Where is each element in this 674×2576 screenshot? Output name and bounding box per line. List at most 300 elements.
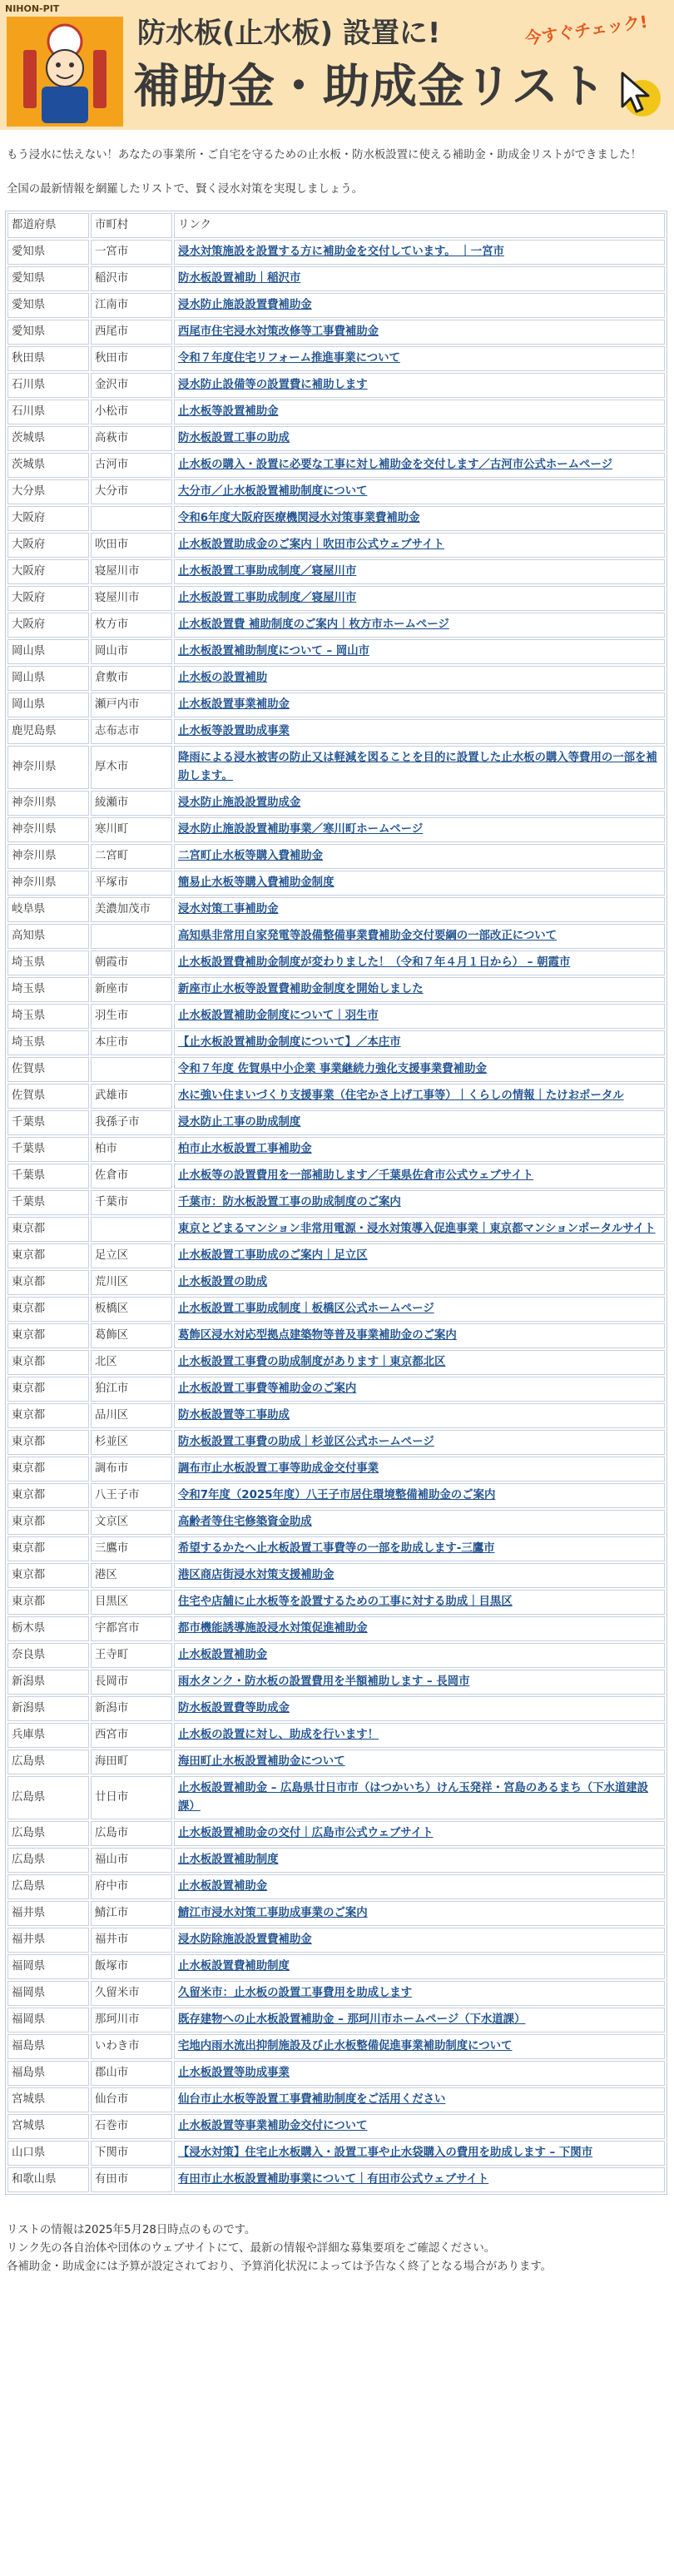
- subsidy-link[interactable]: 千葉市：防水板設置工事の助成制度のご案内: [178, 1195, 401, 1209]
- header-prefecture: 都道府県: [7, 213, 89, 238]
- subsidy-link[interactable]: 希望するかたへ止水板設置工事費等の一部を助成します-三鷹市: [178, 1541, 495, 1555]
- subsidy-link[interactable]: 止水板設置費補助金制度が変わりました！（令和７年４月１日から） – 朝霞市: [178, 955, 571, 969]
- link-cell: [174, 1874, 665, 1899]
- subsidy-link[interactable]: 令和6年度大阪府医療機関浸水対策事業費補助金: [178, 511, 420, 524]
- link-cell: [174, 293, 665, 318]
- prefecture-cell: 千葉県: [7, 1190, 89, 1215]
- table-row: [7, 373, 665, 398]
- subsidy-link[interactable]: 止水板設置等事業補助金交付について: [178, 2119, 368, 2132]
- subsidy-link[interactable]: 二宮町止水板等購入費補助金: [178, 849, 324, 862]
- prefecture-cell: 佐賀県: [7, 1084, 89, 1109]
- table-row: [7, 924, 665, 949]
- subsidy-link[interactable]: 防水板設置補助｜稲沢市: [178, 271, 301, 285]
- subsidy-link[interactable]: 大分市／止水板設置補助制度について: [178, 484, 368, 498]
- city-cell: [91, 506, 172, 531]
- table-row: [7, 240, 665, 265]
- prefecture-cell: 広島県: [7, 1874, 89, 1899]
- subsidy-link[interactable]: 止水板設置工事助成制度｜板橋区公式ホームページ: [178, 1302, 434, 1315]
- subsidy-link[interactable]: 止水板設置補助金: [178, 1648, 268, 1661]
- footer-note-date: リストの情報は2025年5月28日時点のものです。: [7, 2223, 256, 2236]
- prefecture-cell: 愛知県: [7, 293, 89, 318]
- city-cell: 飯塚市: [91, 1954, 172, 1979]
- prefecture-cell: 東京都: [7, 1483, 89, 1508]
- link-cell: [174, 977, 665, 1002]
- subsidy-link[interactable]: 防水板設置工事の助成: [178, 431, 290, 444]
- subsidy-link[interactable]: 止水板等設置助成事業: [178, 724, 290, 737]
- prefecture-cell: 東京都: [7, 1510, 89, 1535]
- table-row: [7, 320, 665, 345]
- prefecture-cell: 山口県: [7, 2141, 89, 2166]
- table-row: [7, 1563, 665, 1588]
- table-row: [7, 1457, 665, 1482]
- link-cell: [174, 950, 665, 975]
- table-row: [7, 1981, 665, 2006]
- table-row: [7, 1243, 665, 1268]
- subsidy-link[interactable]: 止水板設置工事費等補助金のご案内: [178, 1382, 357, 1395]
- city-cell: 枚方市: [91, 613, 172, 638]
- prefecture-cell: 千葉県: [7, 1137, 89, 1162]
- table-row: [7, 1323, 665, 1348]
- city-cell: 文京区: [91, 1510, 172, 1535]
- subsidy-link[interactable]: 止水板設置補助金の交付｜広島市公式ウェブサイト: [178, 1826, 434, 1839]
- subsidy-link[interactable]: 防水板設置工事費の助成｜杉並区公式ホームページ: [178, 1435, 434, 1448]
- link-cell: [174, 791, 665, 816]
- banner-title: 補助金・助成金リスト: [133, 60, 607, 114]
- link-cell: [174, 692, 665, 717]
- link-cell: [174, 1901, 665, 1926]
- table-row: [7, 2034, 665, 2059]
- city-cell: 新潟市: [91, 1696, 172, 1721]
- link-cell: [174, 479, 665, 504]
- prefecture-cell: 奈良県: [7, 1643, 89, 1668]
- link-cell: [174, 533, 665, 558]
- prefecture-cell: 宮城県: [7, 2087, 89, 2112]
- prefecture-cell: 茨城県: [7, 426, 89, 451]
- subsidy-link[interactable]: 高齢者等住宅修築資金助成: [178, 1515, 312, 1528]
- subsidy-link[interactable]: 柏市止水板設置工事補助金: [178, 1142, 312, 1155]
- city-cell: [91, 924, 172, 949]
- subsidy-link[interactable]: 浸水対策施設を設置する方に補助金を交付しています。 ｜一宮市: [178, 245, 504, 258]
- table-row: [7, 1030, 665, 1055]
- subsidy-link[interactable]: 浸水防除施設設置費補助金: [178, 1933, 312, 1946]
- prefecture-cell: 神奈川県: [7, 871, 89, 896]
- prefecture-cell: 東京都: [7, 1457, 89, 1482]
- link-cell: [174, 453, 665, 478]
- prefecture-cell: 大阪府: [7, 613, 89, 638]
- table-row: [7, 666, 665, 691]
- subsidy-link[interactable]: 止水板設置費 補助制度のご案内｜枚方市ホームページ: [178, 618, 449, 631]
- subsidy-link[interactable]: 調布市止水板設置工事等助成金交付事業: [178, 1462, 379, 1475]
- prefecture-cell: 東京都: [7, 1590, 89, 1615]
- table-row: [7, 1270, 665, 1295]
- city-cell: 柏市: [91, 1137, 172, 1162]
- table-row: [7, 1403, 665, 1428]
- subsidy-link[interactable]: 令和７年度 佐賀県中小企業 事業継続力強化支援事業費補助金: [178, 1062, 487, 1075]
- city-cell: 本庄市: [91, 1030, 172, 1055]
- table-row: [7, 479, 665, 504]
- subsidy-link[interactable]: 浸水防止工事の助成制度: [178, 1115, 301, 1129]
- link-cell: [174, 1164, 665, 1189]
- subsidy-link[interactable]: 止水板設置工事助成のご案内｜足立区: [178, 1248, 368, 1262]
- table-row: [7, 639, 665, 664]
- link-cell: [174, 1616, 665, 1641]
- link-cell: [174, 1430, 665, 1455]
- table-row: [7, 1350, 665, 1375]
- table-row: [7, 1137, 665, 1162]
- prefecture-cell: 大阪府: [7, 506, 89, 531]
- prefecture-cell: 東京都: [7, 1350, 89, 1375]
- subsidy-link[interactable]: 止水板設置の助成: [178, 1275, 268, 1288]
- prefecture-cell: 大阪府: [7, 559, 89, 584]
- city-cell: 寝屋川市: [91, 586, 172, 611]
- city-cell: 高萩市: [91, 426, 172, 451]
- table-row: [7, 1217, 665, 1242]
- subsidy-link[interactable]: 防水板設置等工事助成: [178, 1408, 290, 1422]
- subsidy-link[interactable]: 有田市止水板設置補助事業について｜有田市公式ウェブサイト: [178, 2172, 489, 2186]
- table-row: [7, 1084, 665, 1109]
- city-cell: 吹田市: [91, 533, 172, 558]
- table-row: [7, 1750, 665, 1774]
- link-cell: [174, 373, 665, 398]
- brand-logo: NIHON-PIT: [5, 3, 60, 14]
- prefecture-cell: 岡山県: [7, 639, 89, 664]
- footer-notes: [0, 2221, 674, 2276]
- link-cell: [174, 1821, 665, 1846]
- table-row: [7, 1928, 665, 1953]
- subsidy-link[interactable]: 久留米市：止水板の設置工事費用を助成します: [178, 1986, 413, 1999]
- table-row: [7, 1190, 665, 1215]
- table-header-row: [7, 213, 665, 238]
- table-row: [7, 2114, 665, 2139]
- link-cell: [174, 1004, 665, 1029]
- city-cell: 三鷹市: [91, 1536, 172, 1561]
- city-cell: 綾瀬市: [91, 791, 172, 816]
- prefecture-cell: 新潟県: [7, 1696, 89, 1721]
- table-row: [7, 1776, 665, 1819]
- subsidy-link[interactable]: 【止水板設置補助金制度について】／本庄市: [178, 1035, 401, 1049]
- link-cell: [174, 2034, 665, 2059]
- city-cell: 広島市: [91, 1821, 172, 1846]
- subsidy-link[interactable]: 止水板設置補助金制度について｜羽生市: [178, 1009, 379, 1022]
- city-cell: 寒川町: [91, 817, 172, 842]
- link-cell: [174, 1563, 665, 1588]
- table-row: [7, 1110, 665, 1135]
- subsidy-link[interactable]: 止水板の購入・設置に必要な工事に対し補助金を交付します／古河市公式ホームページ: [178, 458, 612, 471]
- table-row: [7, 1377, 665, 1402]
- prefecture-cell: 福島県: [7, 2061, 89, 2086]
- city-cell: 美濃加茂市: [91, 897, 172, 922]
- subsidy-link[interactable]: 止水板の設置に対し、助成を行います！: [178, 1728, 379, 1741]
- city-cell: [91, 1217, 172, 1242]
- subsidy-link[interactable]: 都市機能誘導施設浸水対策促進補助金: [178, 1621, 368, 1635]
- city-cell: 長岡市: [91, 1670, 172, 1695]
- link-cell: [174, 266, 665, 291]
- prefecture-cell: 東京都: [7, 1403, 89, 1428]
- table-row: [7, 871, 665, 896]
- city-cell: 西尾市: [91, 320, 172, 345]
- table-row: [7, 1510, 665, 1535]
- link-cell: [174, 1457, 665, 1482]
- table-row: [7, 817, 665, 842]
- prefecture-cell: 福岡県: [7, 1981, 89, 2006]
- link-cell: [174, 1750, 665, 1774]
- link-cell: [174, 1643, 665, 1668]
- table-row: [7, 1297, 665, 1322]
- subsidy-link[interactable]: 西尾市住宅浸水対策改修等工事費補助金: [178, 325, 379, 338]
- subsidy-table: [5, 211, 667, 2195]
- link-cell: [174, 1190, 665, 1215]
- prefecture-cell: 東京都: [7, 1243, 89, 1268]
- table-row: [7, 2061, 665, 2086]
- city-cell: 千葉市: [91, 1190, 172, 1215]
- prefecture-cell: 茨城県: [7, 453, 89, 478]
- city-cell: 港区: [91, 1563, 172, 1588]
- subsidy-link[interactable]: 港区商店街浸水対策支援補助金: [178, 1568, 335, 1581]
- table-row: [7, 1616, 665, 1641]
- city-cell: 岡山市: [91, 639, 172, 664]
- city-cell: 新座市: [91, 977, 172, 1002]
- subsidy-link[interactable]: 止水板設置工事助成制度／寝屋川市: [178, 591, 357, 604]
- link-cell: [174, 719, 665, 744]
- table-row: [7, 897, 665, 922]
- link-cell: [174, 400, 665, 424]
- subsidy-link[interactable]: 住宅や店舗に止水板等を設置するための工事に対する助成｜目黒区: [178, 1595, 513, 1608]
- subsidy-link[interactable]: 止水板設置工事助成制度／寝屋川市: [178, 564, 357, 578]
- subsidy-link[interactable]: 止水板設置補助制度: [178, 1853, 279, 1866]
- prefecture-cell: 岡山県: [7, 692, 89, 717]
- subsidy-link[interactable]: 止水板設置工事費の助成制度があります｜東京都北区: [178, 1355, 446, 1368]
- prefecture-cell: 広島県: [7, 1776, 89, 1819]
- subsidy-link[interactable]: 止水板等の設置費用を一部補助します／千葉県佐倉市公式ウェブサイト: [178, 1169, 534, 1182]
- city-cell: 寝屋川市: [91, 559, 172, 584]
- city-cell: 有田市: [91, 2167, 172, 2192]
- prefecture-cell: 東京都: [7, 1217, 89, 1242]
- table-body: [7, 240, 665, 2192]
- footer-note-check: リンク先の各自治体や団体のウェブサイトにて、最新の情報や詳細な募集要項をご確認ください。: [7, 2241, 496, 2255]
- link-cell: [174, 506, 665, 531]
- table-row: [7, 950, 665, 975]
- subsidy-link[interactable]: 仙台市止水板等設置工事費補助制度をご活用ください: [178, 2092, 446, 2106]
- subsidy-link[interactable]: 止水板設置等助成事業: [178, 2066, 290, 2079]
- link-cell: [174, 2008, 665, 2033]
- city-cell: 二宮町: [91, 844, 172, 869]
- check-now-badge: 今すぐチェック!: [523, 11, 649, 49]
- header-city: 市町村: [91, 213, 172, 238]
- subsidy-link[interactable]: 浸水防止施設設置助成金: [178, 796, 301, 809]
- prefecture-cell: 神奈川県: [7, 817, 89, 842]
- table-row: [7, 2141, 665, 2166]
- city-cell: 杉並区: [91, 1430, 172, 1455]
- subsidy-link[interactable]: 止水板設置助成金のご案内｜吹田市公式ウェブサイト: [178, 538, 444, 551]
- prefecture-cell: 神奈川県: [7, 746, 89, 789]
- city-cell: 王寺町: [91, 1643, 172, 1668]
- prefecture-cell: 福井県: [7, 1901, 89, 1926]
- city-cell: 金沢市: [91, 373, 172, 398]
- subsidy-link[interactable]: 浸水防止施設設置補助事業／寒川町ホームページ: [178, 822, 424, 836]
- prefecture-cell: 東京都: [7, 1430, 89, 1455]
- link-cell: [174, 746, 665, 789]
- subsidy-link[interactable]: 鯖江市浸水対策工事助成事業のご案内: [178, 1906, 368, 1919]
- subsidy-link[interactable]: 令和7年度（2025年度）八王子市居住環境整備補助金のご案内: [178, 1488, 496, 1501]
- link-cell: [174, 1243, 665, 1268]
- city-cell: 荒川区: [91, 1270, 172, 1295]
- city-cell: 佐倉市: [91, 1164, 172, 1189]
- link-cell: [174, 559, 665, 584]
- city-cell: いわき市: [91, 2034, 172, 2059]
- subsidy-link[interactable]: 浸水防止施設設置費補助金: [178, 298, 312, 311]
- table-row: [7, 559, 665, 584]
- table-row: [7, 1057, 665, 1082]
- subsidy-link[interactable]: 止水板設置補助金 – 広島県廿日市市（はつかいち）けん玉発祥・宮島のあるまち（下水道建設課）: [178, 1781, 649, 1813]
- prefecture-cell: 東京都: [7, 1377, 89, 1402]
- prefecture-cell: 福井県: [7, 1928, 89, 1953]
- link-cell: [174, 871, 665, 896]
- link-cell: [174, 586, 665, 611]
- prefecture-cell: 栃木県: [7, 1616, 89, 1641]
- link-cell: [174, 1483, 665, 1508]
- table-row: [7, 346, 665, 371]
- table-row: [7, 293, 665, 318]
- link-cell: [174, 1403, 665, 1428]
- subsidy-link[interactable]: 止水板設置事業補助金: [178, 697, 290, 711]
- subsidy-link[interactable]: 水に強い住まいづくり支援事業（住宅かさ上げ工事等）｜くらしの情報｜たけおポータル: [178, 1089, 624, 1102]
- link-cell: [174, 1696, 665, 1721]
- prefecture-cell: 東京都: [7, 1297, 89, 1322]
- link-cell: [174, 1323, 665, 1348]
- subsidy-link[interactable]: 浸水対策工事補助金: [178, 902, 279, 916]
- table-row: [7, 266, 665, 291]
- prefecture-cell: 東京都: [7, 1536, 89, 1561]
- subsidy-link[interactable]: 東京とどまるマンション非常用電源・浸水対策導入促進事業｜東京都マンションポータルサイト: [178, 1222, 656, 1235]
- link-cell: [174, 1536, 665, 1561]
- city-cell: 宇都宮市: [91, 1616, 172, 1641]
- prefecture-cell: 埼玉県: [7, 1030, 89, 1055]
- table-row: [7, 791, 665, 816]
- city-cell: 一宮市: [91, 240, 172, 265]
- city-cell: 狛江市: [91, 1377, 172, 1402]
- prefecture-cell: 宮城県: [7, 2114, 89, 2139]
- subsidy-link[interactable]: 海田町止水板設置補助金について: [178, 1755, 345, 1768]
- table-row: [7, 586, 665, 611]
- subsidy-link[interactable]: 止水板等設置補助金: [178, 405, 279, 418]
- subsidy-link[interactable]: 令和７年度住宅リフォーム推進事業について: [178, 351, 400, 365]
- table-row: [7, 692, 665, 717]
- city-cell: 瀬戸内市: [91, 692, 172, 717]
- link-cell: [174, 240, 665, 265]
- subsidy-link[interactable]: 止水板設置補助金: [178, 1879, 268, 1893]
- prefecture-cell: 埼玉県: [7, 950, 89, 975]
- prefecture-cell: 東京都: [7, 1563, 89, 1588]
- link-cell: [174, 1670, 665, 1695]
- prefecture-cell: 福岡県: [7, 1954, 89, 1979]
- subsidy-link[interactable]: 簡易止水板等購入費補助金制度: [178, 876, 335, 889]
- table-row: [7, 719, 665, 744]
- subsidy-link[interactable]: 止水板設置費補助制度: [178, 1959, 290, 1973]
- subsidy-link[interactable]: 【浸水対策】住宅止水板購入・設置工事や止水袋購入の費用を助成します – 下関市: [178, 2146, 593, 2159]
- city-cell: 羽生市: [91, 1004, 172, 1029]
- prefecture-cell: 広島県: [7, 1821, 89, 1846]
- prefecture-cell: 愛知県: [7, 266, 89, 291]
- subsidy-link[interactable]: 高知県非常用自家発電等設備整備事業費補助金交付要綱の一部改正について: [178, 929, 558, 942]
- prefecture-cell: 広島県: [7, 1750, 89, 1774]
- subsidy-link[interactable]: 既存建物への止水板設置補助金 – 那珂川市ホームページ（下水道課）: [178, 2013, 526, 2026]
- link-cell: [174, 1723, 665, 1748]
- city-cell: 石巻市: [91, 2114, 172, 2139]
- city-cell: 北区: [91, 1350, 172, 1375]
- table-row: [7, 533, 665, 558]
- table-row: [7, 1901, 665, 1926]
- link-cell: [174, 2061, 665, 2086]
- city-cell: 郡山市: [91, 2061, 172, 2086]
- link-cell: [174, 1776, 665, 1819]
- link-cell: [174, 1954, 665, 1979]
- table-row: [7, 1848, 665, 1873]
- link-cell: [174, 1377, 665, 1402]
- intro-paragraph-2: 全国の最新情報を網羅したリストで、賢く浸水対策を実現しましょう。: [7, 183, 363, 196]
- prefecture-cell: 石川県: [7, 400, 89, 424]
- mascot-illustration: [7, 17, 123, 127]
- subsidy-link[interactable]: 浸水防止設備等の設置費に補助します: [178, 378, 368, 391]
- prefecture-cell: 愛知県: [7, 240, 89, 265]
- link-cell: [174, 844, 665, 869]
- prefecture-cell: 神奈川県: [7, 844, 89, 869]
- prefecture-cell: 石川県: [7, 373, 89, 398]
- link-cell: [174, 1510, 665, 1535]
- link-cell: [174, 426, 665, 451]
- city-cell: 廿日市: [91, 1776, 172, 1819]
- subsidy-link[interactable]: 新座市止水板等設置費補助金制度を開始しました: [178, 982, 424, 995]
- prefecture-cell: 秋田県: [7, 346, 89, 371]
- link-cell: [174, 346, 665, 371]
- link-cell: [174, 1137, 665, 1162]
- subsidy-link[interactable]: 降雨による浸水被害の防止又は軽減を図ることを目的に設置した止水板の購入等費用の一部を補助します。: [178, 751, 657, 782]
- city-cell: 八王子市: [91, 1483, 172, 1508]
- city-cell: 板橋区: [91, 1297, 172, 1322]
- subsidy-link[interactable]: 止水板設置補助制度について – 岡山市: [178, 644, 369, 658]
- link-cell: [174, 613, 665, 638]
- link-cell: [174, 924, 665, 949]
- table-row: [7, 1821, 665, 1846]
- subsidy-link[interactable]: 防水板設置費等助成金: [178, 1701, 290, 1715]
- prefecture-cell: 鹿児島県: [7, 719, 89, 744]
- city-cell: 仙台市: [91, 2087, 172, 2112]
- table-row: [7, 844, 665, 869]
- link-cell: [174, 2114, 665, 2139]
- city-cell: 大分市: [91, 479, 172, 504]
- city-cell: 稲沢市: [91, 266, 172, 291]
- link-cell: [174, 817, 665, 842]
- prefecture-cell: 東京都: [7, 1270, 89, 1295]
- subsidy-link[interactable]: 止水板の設置補助: [178, 671, 268, 684]
- table-row: [7, 400, 665, 424]
- subsidy-link[interactable]: 宅地内雨水流出抑制施設及び止水板整備促進事業補助制度について: [178, 2039, 513, 2052]
- table-row: [7, 1670, 665, 1695]
- city-cell: 府中市: [91, 1874, 172, 1899]
- footer-note-budget: 各補助金・助成金には予算が設定されており、予算消化状況によっては予告なく終了となる場合があります。: [7, 2261, 553, 2274]
- banner-subtitle: 防水板(止水板) 設置に!: [137, 17, 441, 50]
- cursor-icon: [609, 65, 662, 118]
- table-row: [7, 1483, 665, 1508]
- subsidy-link[interactable]: 雨水タンク・防水板の設置費用を半額補助します – 長岡市: [178, 1675, 470, 1688]
- city-cell: 平塚市: [91, 871, 172, 896]
- city-cell: 福井市: [91, 1928, 172, 1953]
- table-row: [7, 453, 665, 478]
- city-cell: 江南市: [91, 293, 172, 318]
- subsidy-link[interactable]: 葛飾区浸水対応型拠点建築物等普及事業補助金のご案内: [178, 1328, 457, 1342]
- header-link: リンク: [174, 213, 665, 238]
- table-row: [7, 2167, 665, 2192]
- table-row: [7, 2087, 665, 2112]
